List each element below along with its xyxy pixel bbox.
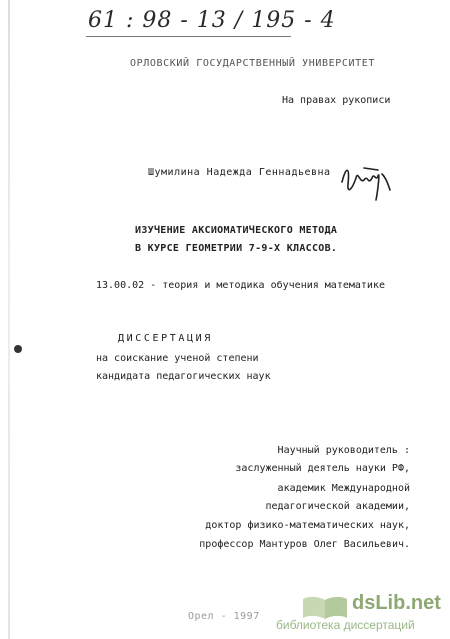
dissertation-heading: ДИССЕРТАЦИЯ — [118, 333, 213, 344]
city-year: Орел - 1997 — [188, 611, 260, 622]
watermark-domain: dsLib.net — [352, 592, 441, 614]
watermark-subtitle: библиотека диссертаций — [276, 618, 415, 632]
title-line-1: ИЗУЧЕНИЕ АКСИОМАТИЧЕСКОГО МЕТОДА — [135, 225, 338, 236]
supervisor-heading: Научный руководитель : — [277, 445, 410, 456]
author-name: Шумилина Надежда Геннадьевна — [148, 167, 331, 178]
catalog-code-underline — [86, 36, 291, 37]
specialty-code: 13.00.02 - теория и методика обучения математике — [96, 280, 385, 291]
manuscript-rights-note: На правах рукописи — [282, 95, 391, 106]
university-name: ОРЛОВСКИЙ ГОСУДАРСТВЕННЫЙ УНИВЕРСИТЕТ — [130, 58, 375, 69]
supervisor-line: профессор Мантуров Олег Васильевич. — [199, 539, 410, 550]
supervisor-line: заслуженный деятель науки РФ, — [235, 463, 410, 474]
supervisor-line: педагогической академии, — [265, 501, 410, 512]
dslib-watermark — [276, 592, 446, 636]
degree-line-1: на соискание ученой степени — [96, 353, 259, 364]
scan-left-edge — [8, 0, 10, 639]
degree-line-2: кандидата педагогических наук — [96, 371, 271, 382]
scan-dot — [14, 345, 22, 353]
title-line-2: В КУРСЕ ГЕОМЕТРИИ 7-9-Х КЛАССОВ. — [135, 243, 338, 254]
handwritten-catalog-code: 61 : 98 - 13 / 195 - 4 — [88, 8, 336, 33]
author-signature — [338, 160, 398, 208]
supervisor-line: доктор физико-математических наук, — [205, 520, 410, 531]
supervisor-line: академик Международной — [277, 483, 410, 494]
